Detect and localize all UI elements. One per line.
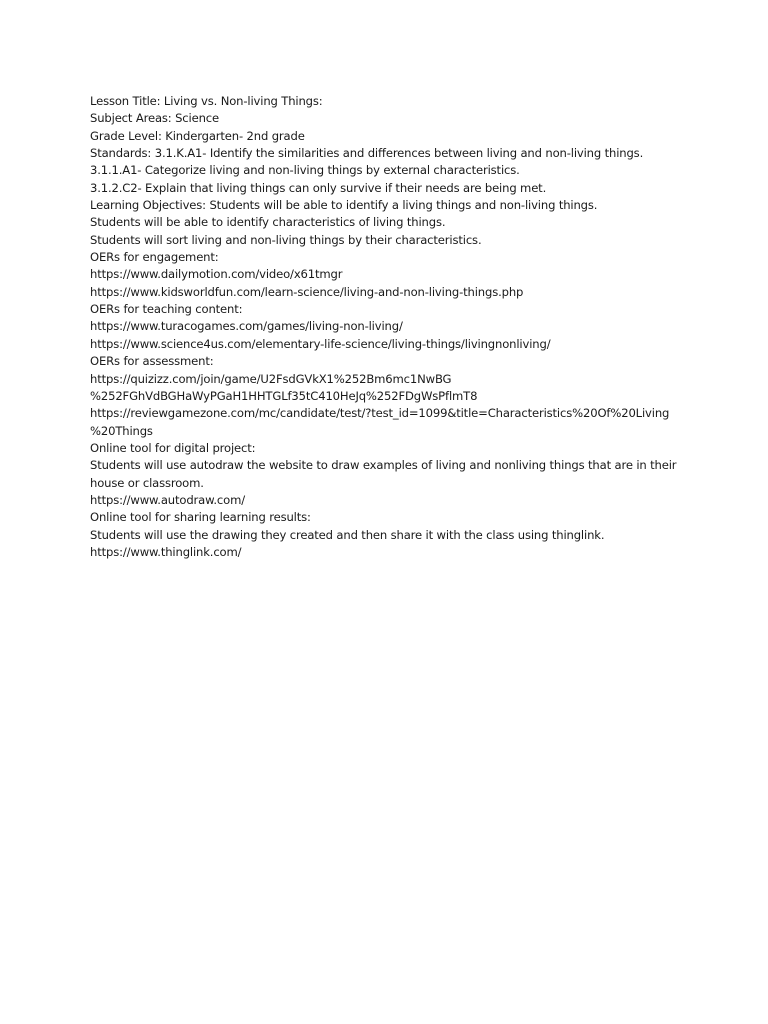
grade-level: Grade Level: Kindergarten- 2nd grade: [90, 128, 305, 143]
engagement-heading: OERs for engagement:: [90, 250, 219, 265]
document-body: [90, 93, 680, 561]
teaching-heading: OERs for teaching content:: [90, 302, 243, 317]
assessment-heading: OERs for assessment:: [90, 354, 214, 369]
teaching-link: https://www.science4us.com/elementary-life-science/living-things/livingnonliving/: [90, 336, 551, 351]
teaching-link: https://www.turacogames.com/games/living-non-living/: [90, 319, 403, 334]
engagement-link: https://www.kidsworldfun.com/learn-science/living-and-non-living-things.php: [90, 284, 524, 299]
objective-line: Learning Objectives: Students will be able to identify a living things and non-living things.: [90, 198, 598, 213]
assessment-link-reviewgamezone-cont: %20Things: [90, 423, 153, 438]
assessment-link-quizizz: https://quizizz.com/join/game/U2FsdGVkX1%252Bm6mc1NwBG: [90, 371, 452, 386]
digital-project-text-cont: house or classroom.: [90, 475, 204, 490]
objective-line: Students will sort living and non-living things by their characteristics.: [90, 232, 482, 247]
standard-line: Standards: 3.1.K.A1- Identify the similarities and differences between living and non-living things.: [90, 146, 644, 161]
digital-project-heading: Online tool for digital project:: [90, 440, 256, 455]
engagement-link: https://www.dailymotion.com/video/x61tmgr: [90, 267, 343, 282]
digital-project-link: https://www.autodraw.com/: [90, 492, 245, 507]
standard-line: 3.1.2.C2- Explain that living things can only survive if their needs are being met.: [90, 180, 547, 195]
lesson-title: Lesson Title: Living vs. Non-living Things:: [90, 94, 323, 108]
sharing-link: https://www.thinglink.com/: [90, 544, 242, 559]
standard-line: 3.1.1.A1- Categorize living and non-living things by external characteristics.: [90, 163, 520, 178]
assessment-link-reviewgamezone: https://reviewgamezone.com/mc/candidate/test/?test_id=1099&title=Characteristics%20Of%20Living: [90, 406, 670, 421]
sharing-heading: Online tool for sharing learning results:: [90, 510, 311, 525]
subject-areas: Subject Areas: Science: [90, 111, 219, 126]
objective-line: Students will be able to identify characteristics of living things.: [90, 215, 446, 230]
digital-project-text: Students will use autodraw the website to draw examples of living and nonliving things that are in their: [90, 458, 677, 473]
assessment-link-quizizz-cont: %252FGhVdBGHaWyPGaH1HHTGLf35tC410HeJq%252FDgWsPflmT8: [90, 388, 478, 403]
sharing-text: Students will use the drawing they created and then share it with the class using thinglink.: [90, 527, 605, 542]
